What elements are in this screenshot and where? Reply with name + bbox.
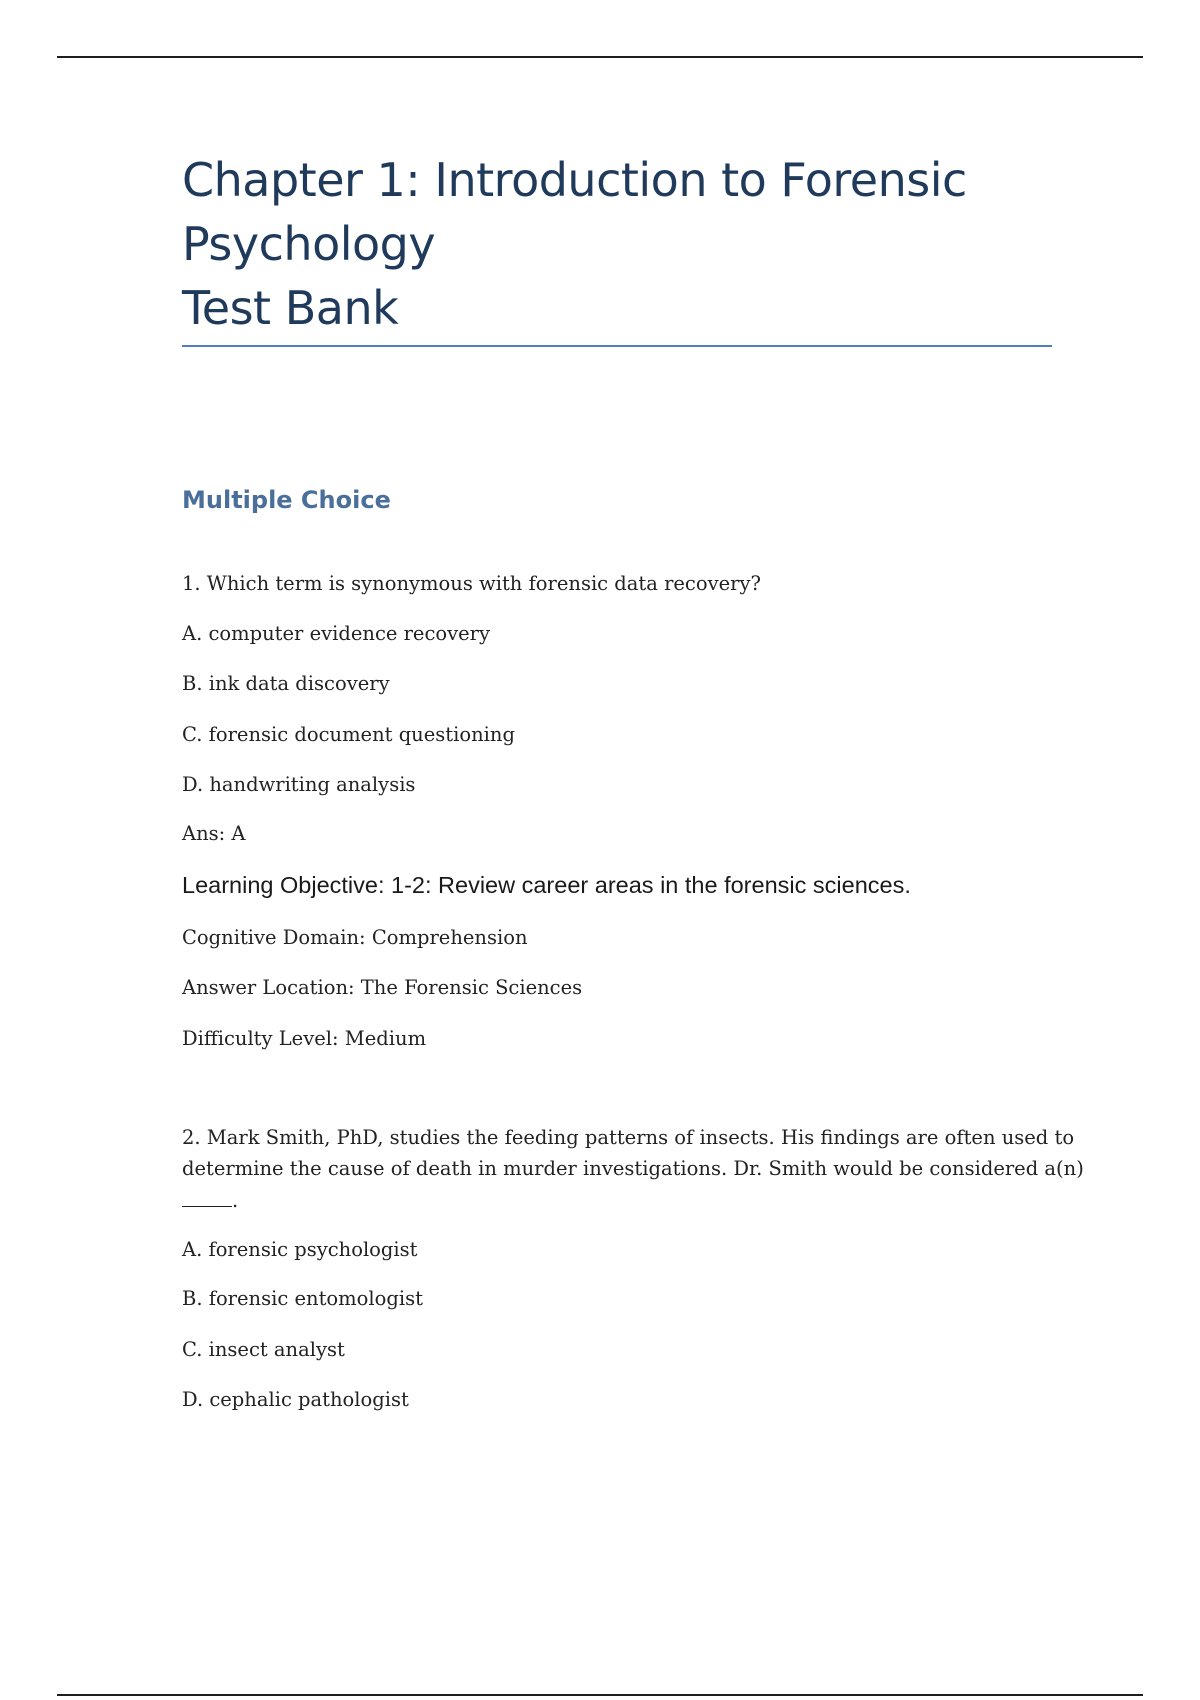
question-2-stem-line-3 — [182, 1188, 238, 1212]
question-2-option-b: B. forensic entomologist — [182, 1287, 423, 1310]
title-line-2: Psychology — [182, 217, 436, 271]
question-2-stem-line-2: determine the cause of death in murder investigations. Dr. Smith would be considered a(n) — [182, 1157, 1084, 1180]
question-1-option-b: B. ink data discovery — [182, 672, 390, 695]
question-1-stem: 1. Which term is synonymous with forensic data recovery? — [182, 572, 761, 595]
title-line-1: Chapter 1: Introduction to Forensic — [182, 153, 967, 207]
page-title — [182, 148, 1052, 340]
question-2-stem-line-1: 2. Mark Smith, PhD, studies the feeding patterns of insects. His findings are often used to — [182, 1126, 1075, 1149]
question-2-option-a: A. forensic psychologist — [182, 1238, 418, 1261]
page-bottom-rule — [57, 1694, 1143, 1696]
question-2-option-d: D. cephalic pathologist — [182, 1388, 409, 1411]
question-1-cognitive-domain: Cognitive Domain: Comprehension — [182, 926, 528, 949]
question-1-learning-objective: Learning Objective: 1-2: Review career areas in the forensic sciences. — [182, 872, 911, 898]
question-1-answer: Ans: A — [182, 822, 246, 845]
title-line-3: Test Bank — [182, 281, 399, 335]
question-1-difficulty: Difficulty Level: Medium — [182, 1027, 427, 1050]
question-2-option-c: C. insect analyst — [182, 1338, 345, 1361]
question-1-answer-location: Answer Location: The Forensic Sciences — [182, 976, 583, 999]
section-heading-multiple-choice: Multiple Choice — [182, 486, 391, 514]
question-2-stem-end: . — [232, 1189, 239, 1212]
page-top-rule — [57, 56, 1143, 58]
answer-blank — [182, 1188, 232, 1207]
question-1-option-d: D. handwriting analysis — [182, 773, 416, 796]
title-underline — [182, 345, 1052, 347]
question-1-option-c: C. forensic document questioning — [182, 723, 515, 746]
question-1-option-a: A. computer evidence recovery — [182, 622, 491, 645]
